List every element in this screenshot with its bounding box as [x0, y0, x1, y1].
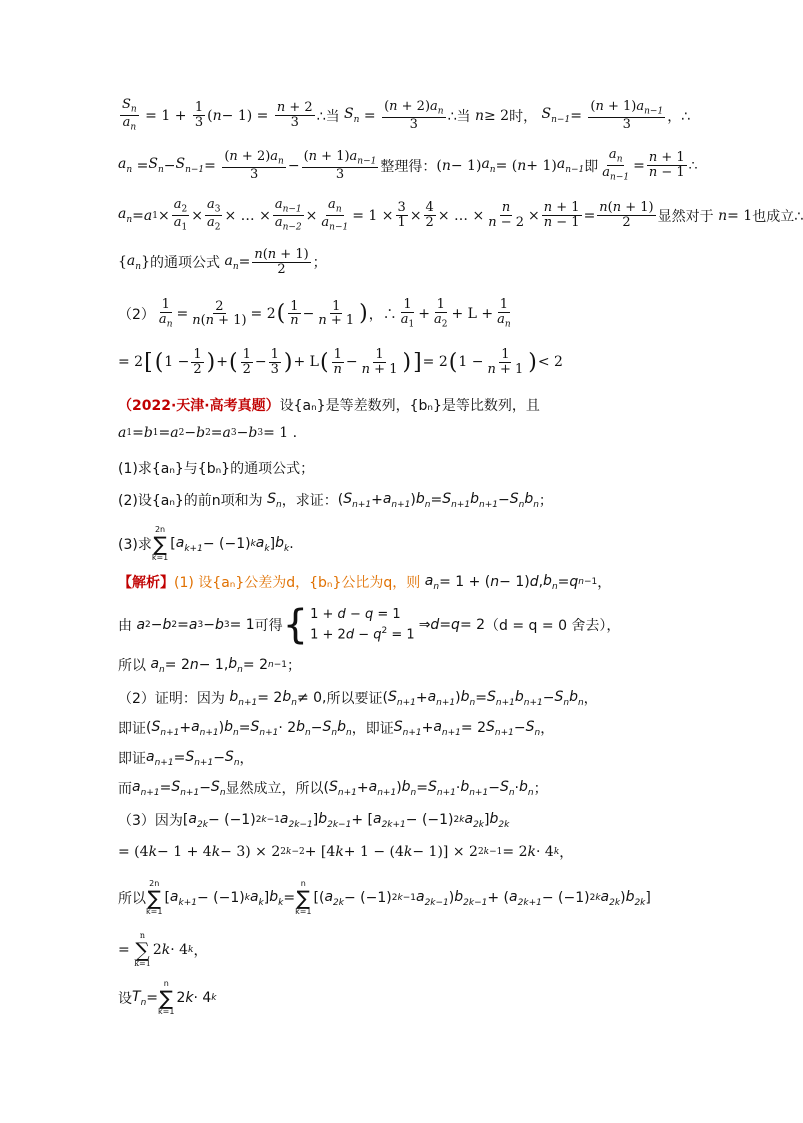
- formula-line-3: $a_n$ = a 1 × $\frac{a_2}{a_1}$ × $\frac{a_3}{a_2}$ × … × $\frac{a_{n-1}}{a_{n-2}}$ × $\frac{a_n}{a_{n-1}}$ = 1 × $\frac{3}{1}$ × $\frac{4}{2}$ × … × $\frac{n}{n - 2}$ × $\frac{n + 1}{n - 1}$ = $\frac{n(n + 1)}{2}$ 显然对于 n = 1 也成立∴: [118, 197, 803, 233]
- solution-step-11: = n ∑ k=1 2 k · 4 k ，: [118, 931, 208, 968]
- question-part-2: (2)设{aₙ}的前n项和为 $S_n$ ，求证： ( $S_{n+1}$ + $a_{n+1}$ ) $b_n$ = $S_{n+1}b_{n+1}$ − $S_nb_n$ ；: [118, 490, 553, 510]
- formula-line-6: = 2 [ ( 1 − $\frac{1}{2}$ ) + ( $\frac{1}{2}$ − $\frac{1}{3}$ ) + L ( $\frac{1}{n}$ − $\frac{1}{n + 1}$ ) ] = 2 ( 1 − $\frac{1}{n + 1}$ ) < 2: [118, 347, 563, 377]
- solution-step-9: = (4 k − 1 + 4 k − 3) × 2 2k−2 + [4 k + 1 − (4 k − 1)] × 2 2k−1 = 2 k · 4 k ，: [118, 844, 574, 861]
- solution-step-2: 由 a 2 − b 2 = a 3 − b 3 = 1 可得 { 1 + d − q = 1 $1 + 2d - q^2 = 1$ ⇒ d = q = 2 （d = q = 0 舍去），: [118, 602, 621, 648]
- solution-step-6: 即证 $a_{n+1}$ = $S_{n+1}$ − $S_n$ ，: [118, 748, 254, 768]
- question-header: （2022·天津·高考真题） 设{aₙ}是等差数列，{bₙ}是等比数列，且: [118, 398, 540, 414]
- formula-line-5: （2） $\frac{1}{a_n}$ = $\frac{2}{n(n + 1)}$ = 2 ( $\frac{1}{n}$ − $\frac{1}{n + 1}$ ) ，∴ $\frac{1}{a_1}$ + $\frac{1}{a_2}$ + L + $\frac{1}{a_n}$: [118, 297, 511, 330]
- formula-line-2: $a_n$ = $S_n$ − $S_{n-1}$ = $\frac{(n + 2)a_n}{3}$ − $\frac{(n + 1)a_{n-1}}{3}$ 整理得： ( n − 1) $a_n$ = ( n + 1) $a_{n-1}$ 即 $\frac{a_n}{a_{n-1}}$ = $\frac{n + 1}{n - 1}$ ∴: [118, 147, 698, 183]
- solution-step-10: 所以 2n ∑ k=1 [ $a_{k+1}$ − (−1) k $a_k$ ] $b_k$ = n ∑ k=1 [( $a_{2k}$ − (−1) 2k−1 $a_{2k-1}$ ) $b_{2k-1}$ + ( $a_{2k+1}$ − (−1) 2k $a_{2k}$ ) $b_{2k}$ ]: [118, 879, 651, 916]
- solution-step-12: 设 $T_n$ = n ∑ k=1 2 k · 4 k: [118, 979, 217, 1016]
- solution-step-8: （3）因为 [ $a_{2k}$ − (−1) 2k−1 $a_{2k-1}$ ] $b_{2k-1}$ + [ $a_{2k+1}$ − (−1) 2k $a_{2k}$ ] $b_{2k}$: [118, 810, 510, 830]
- solution-step-1: 【解析】 (1) 设{aₙ}公差为d，{bₙ}公比为q，则 $a_n$ = 1 + ( n − 1) d , $b_n$ = q n−1 ，: [118, 572, 612, 592]
- solution-step-4: （2）证明：因为 $b_{n+1}$ = 2 $b_n$ ≠ 0, 所以要证 ( $S_{n+1}$ + $a_{n+1}$ ) $b_n$ = $S_{n+1}b_{n+1}$ − $S_nb_n$ ，: [118, 688, 598, 708]
- solution-step-3: 所以 $a_n$ = 2 n − 1, $b_n$ = 2 n−1 ；: [118, 655, 301, 675]
- formula-line-4: { $a_n$ } 的通项公式 $a_n$ = $\frac{n(n + 1)}{2}$ ；: [118, 247, 327, 277]
- question-part-1: (1)求{aₙ}与{bₙ}的通项公式；: [118, 461, 315, 477]
- solution-step-7: 而 $a_{n+1}$ = $S_{n+1}$ − $S_n$ 显然成立，所以 ( $S_{n+1}$ + $a_{n+1}$ ) $b_n$ = $S_{n+1}$ · $b_{n+1}$ − $S_n$ · $b_n$ ；: [118, 778, 548, 798]
- formula-line-1: $\frac{S_n}{a_n}$ = 1 + $\frac{1}{3}$ ( n − 1) = $\frac{n + 2}{3}$ ∴当 $S_n$ = $\frac{(n + 2)a_n}{3}$ ∴当 n ≥ 2 时， $S_{n-1}$ = $\frac{(n + 1)a_{n-1}}{3}$ ，∴: [122, 97, 691, 133]
- question-condition: a 1 = b 1 = a 2 − b 2 = a 3 − b 3 = 1 .: [118, 425, 298, 441]
- solution-step-5: 即证 ( $S_{n+1}$ + $a_{n+1}$ ) $b_n$ = $S_{n+1}$ · 2 $b_n$ − $S_nb_n$ ，即证 $S_{n+1}$ + $a_{n+1}$ = 2 $S_{n+1}$ − $S_n$ ，: [118, 718, 555, 738]
- question-part-3: (3)求 2n ∑ k=1 [ $a_{k+1}$ − (−1) k $a_k$ ] $b_k$ .: [118, 525, 294, 562]
